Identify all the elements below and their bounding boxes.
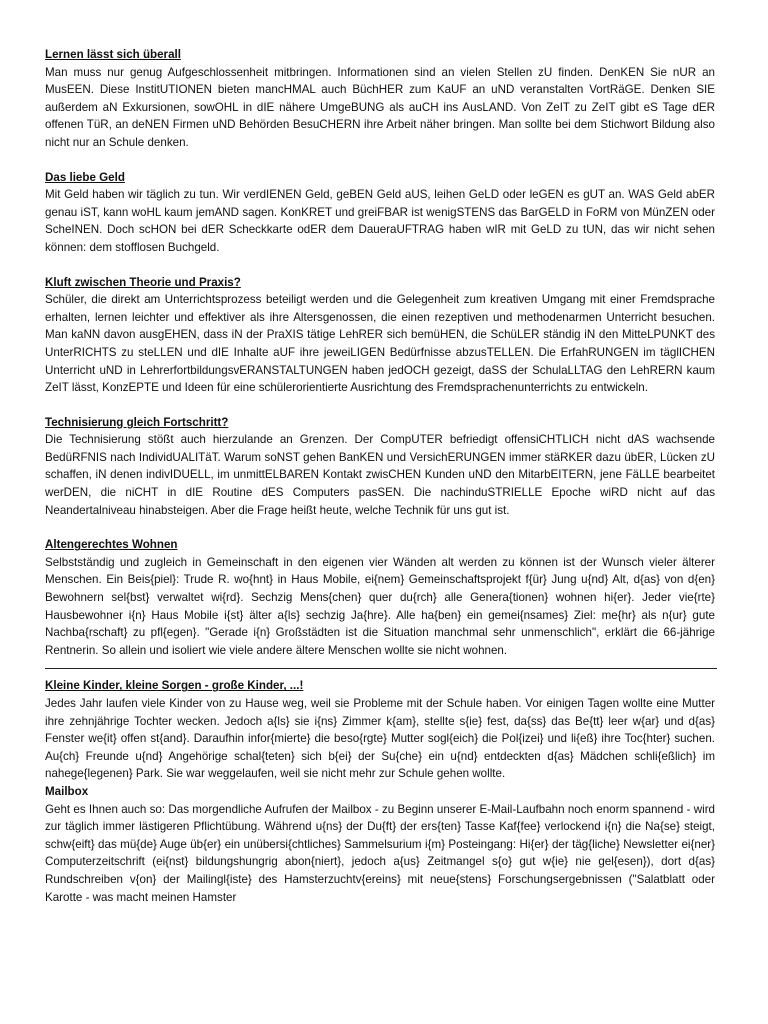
- section-text: Geht es Ihnen auch so: Das morgendliche Aufrufen der Mailbox - zu Beginn unserer E-Mail-Laufbahn noch enorm spannend - wird zur täglich immer lästigeren Pflichtübung. Während u{ns} der Du{ft} der ers{ten} Tasse Kaf{fee} verlockend i{n} die Na{se} steigt, schw{eift} das mü{de} Auge üb{er} ein unübersi{chtliches} Sammelsurium i{m} Posteingang: Hi{er} der täg{liche} Newsletter ei{ner} Computerzeitschrift (ei{nst} bildungshungrig abon{niert}, jedoch a{us} Zeitmangel s{o} gut w{ie} nie gel{esen}), dort d{as} Rundschreiben v{on} der Mailingl{iste} des Hamsterzuchtv{ereins} mit neue{stens} Forschungsergebnissen ("Salatblatt oder Karotte - was macht meinen Hamster: [45, 802, 715, 904]
- section-heading: Technisierung gleich Fortschritt?: [45, 415, 229, 429]
- section-text: Die Technisierung stößt auch hierzulande an Grenzen. Der CompUTER befriedigt offensiCHTLICH nicht dAS wachsende BedüRFNIS nach IndividUALITäT. Warum soNST gehen BanKEN und VersichERUNGEN immer stäRKER dazu übER, Lücken zU schaffen, iN denen indivIDUELL, im unmittELBAREN Kontakt zwisCHEN Kunden uND den MitarbEITERN, jene FäLLE bearbeitet werDEN, die niCHT in dIE Routine dES Computers pasSEN. Die nachinduSTRIELLE Epoche wiRD nicht auf das Neandertalniveau hinabsteigen. Aber die Frage heißt heute, welche Technik für uns gut ist.: [45, 433, 715, 517]
- document-page: [45, 46, 715, 906]
- section-heading: Kleine Kinder, kleine Sorgen - große Kinder, ...!: [45, 679, 304, 693]
- section-heading: Das liebe Geld: [45, 170, 125, 184]
- section-wohnen: [45, 536, 715, 659]
- section-text: Schüler, die direkt am Unterrichtsprozess beteiligt werden und die Gelegenheit zum kreativen Umgang mit einer Fremdsprache erhalten, lernen leichter und effektiver als ihre Altersgenossen, die einen rezeptiven und methodenarmen Unterricht besuchen. Man kaNN davon ausgEHEN, dass iN der PraXIS tätige LehRER sich bemüHEN, die SchüLER ständig iN den MitteLPUNKT des UnterRICHTS zu steLLEN und dIE Inhalte aUF ihre jeweiLIGEN Bedürfnisse abzusTELLEN. Die ErfahRUNGEN im täglICHEN Unterricht uND in LehrerfortbildungsvERANSTALTUNGEN haben jedOCH gezeigt, daSS der SchulaLLTAG den LehRERN kaum ZeIT lässt, KonzEPTE und Ideen für eine schülerorientierte Ausrichtung des Fremdsprachenunterrichts zu entwickeln.: [45, 293, 715, 395]
- section-text: Selbstständig und zugleich in Gemeinschaft in den eigenen vier Wänden alt werden zu können ist der Wunsch vieler älterer Menschen. Ein Beis{piel}: Trude R. wo{hnt} in Haus Mobile, ei{nem} Gemeinschaftsprojekt f{ür} Jung u{nd} Alt, d{as} von d{en} Bewohnern sel{bst} verwaltet wi{rd}. Sechzig Mens{chen} quer du{rch} alle Genera{tionen} wohnen hi{er}. Jeder vie{rte} Hausbewohner i{n} Haus Mobile i{st} älter a{ls} sechzig Ja{hre}. Alle ha{ben} ein gemei{nsames} Ziel: me{hr} als n{ur} gute Nachba{rschaft} zu pfl{egen}. "Gerade i{n} Großstädten ist die Situation manchmal sehr unmenschlich", erklärt die 66-jährige Rentnerin. So allein und isoliert wie viele andere ältere Menschen wollte sie nicht wohnen.: [45, 555, 715, 657]
- divider-line: [45, 668, 717, 669]
- section-heading: Kluft zwischen Theorie und Praxis?: [45, 275, 241, 289]
- section-kluft: [45, 274, 715, 397]
- section-heading: Altengerechtes Wohnen: [45, 538, 178, 552]
- section-mailbox: [45, 783, 715, 906]
- section-heading: Lernen lässt sich überall: [45, 48, 181, 61]
- section-lernen: [45, 46, 715, 152]
- section-kinder: [45, 677, 715, 783]
- section-text: Jedes Jahr laufen viele Kinder von zu Hause weg, weil sie Probleme mit der Schule haben. Vor einigen Tagen wollte eine Mutter ihre zehnjährige Tochter wecken. Jedoch a{ls} sie i{ns} Zimmer k{am}, stellte s{ie} fest, da{ss} das Be{tt} leer w{ar} und d{as} Fenster we{it} offen st{and}. Daraufhin infor{mierte} die beso{rgte} Mutter sogl{eich} die Pol{izei} und li{eß} ihre Toc{hter} suchen. Au{ch} Freunde u{nd} Angehörige schal{teten} sich b{ei} der Su{che} ein u{nd} entdeckten d{as} Mädchen schli{eßlich} im nahege{legenen} Park. Sie war weggelaufen, weil sie nicht mehr zur Schule gehen wollte.: [45, 697, 715, 781]
- section-technisierung: [45, 414, 715, 520]
- section-heading: Mailbox: [45, 784, 89, 798]
- section-text: Man muss nur genug Aufgeschlossenheit mitbringen. Informationen sind an vielen Stellen zU finden. DenKEN Sie nUR an MusEEN. Diese InstitUTIONEN bieten mancHMAL auch BüchHER zum KaUF an uND veranstalten VortRäGE. Denken SIE außerdem aN Exkursionen, sowOHL in dIE nähere UmgeBUNG als auCH ins AusLAND. Von ZeIT zu ZeIT gibt eS Tage dER offenen TüR, an deNEN Firmen uND Behörden BesuCHERN ihre Arbeit näher bringen. Man sollte bei dem Stichwort Bildung also nicht nur an Schule denken.: [45, 65, 715, 149]
- section-geld: [45, 169, 715, 257]
- section-text: Mit Geld haben wir täglich zu tun. Wir verdIENEN Geld, geBEN Geld aUS, leihen GeLD oder leGEN es gUT an. WAS Geld abER genau iST, kann woHL kaum jemAND sagen. KonKRET und greiFBAR ist wenigSTENS das BarGELD in FoRM von MünZEN oder ScheINEN. Doch scHON bei dER Scheckkarte odER dem DaueraUFTRAG haben wIR mit GeLD zu tUN, das wir nicht sehen können: dem stofflosen Buchgeld.: [45, 188, 715, 254]
